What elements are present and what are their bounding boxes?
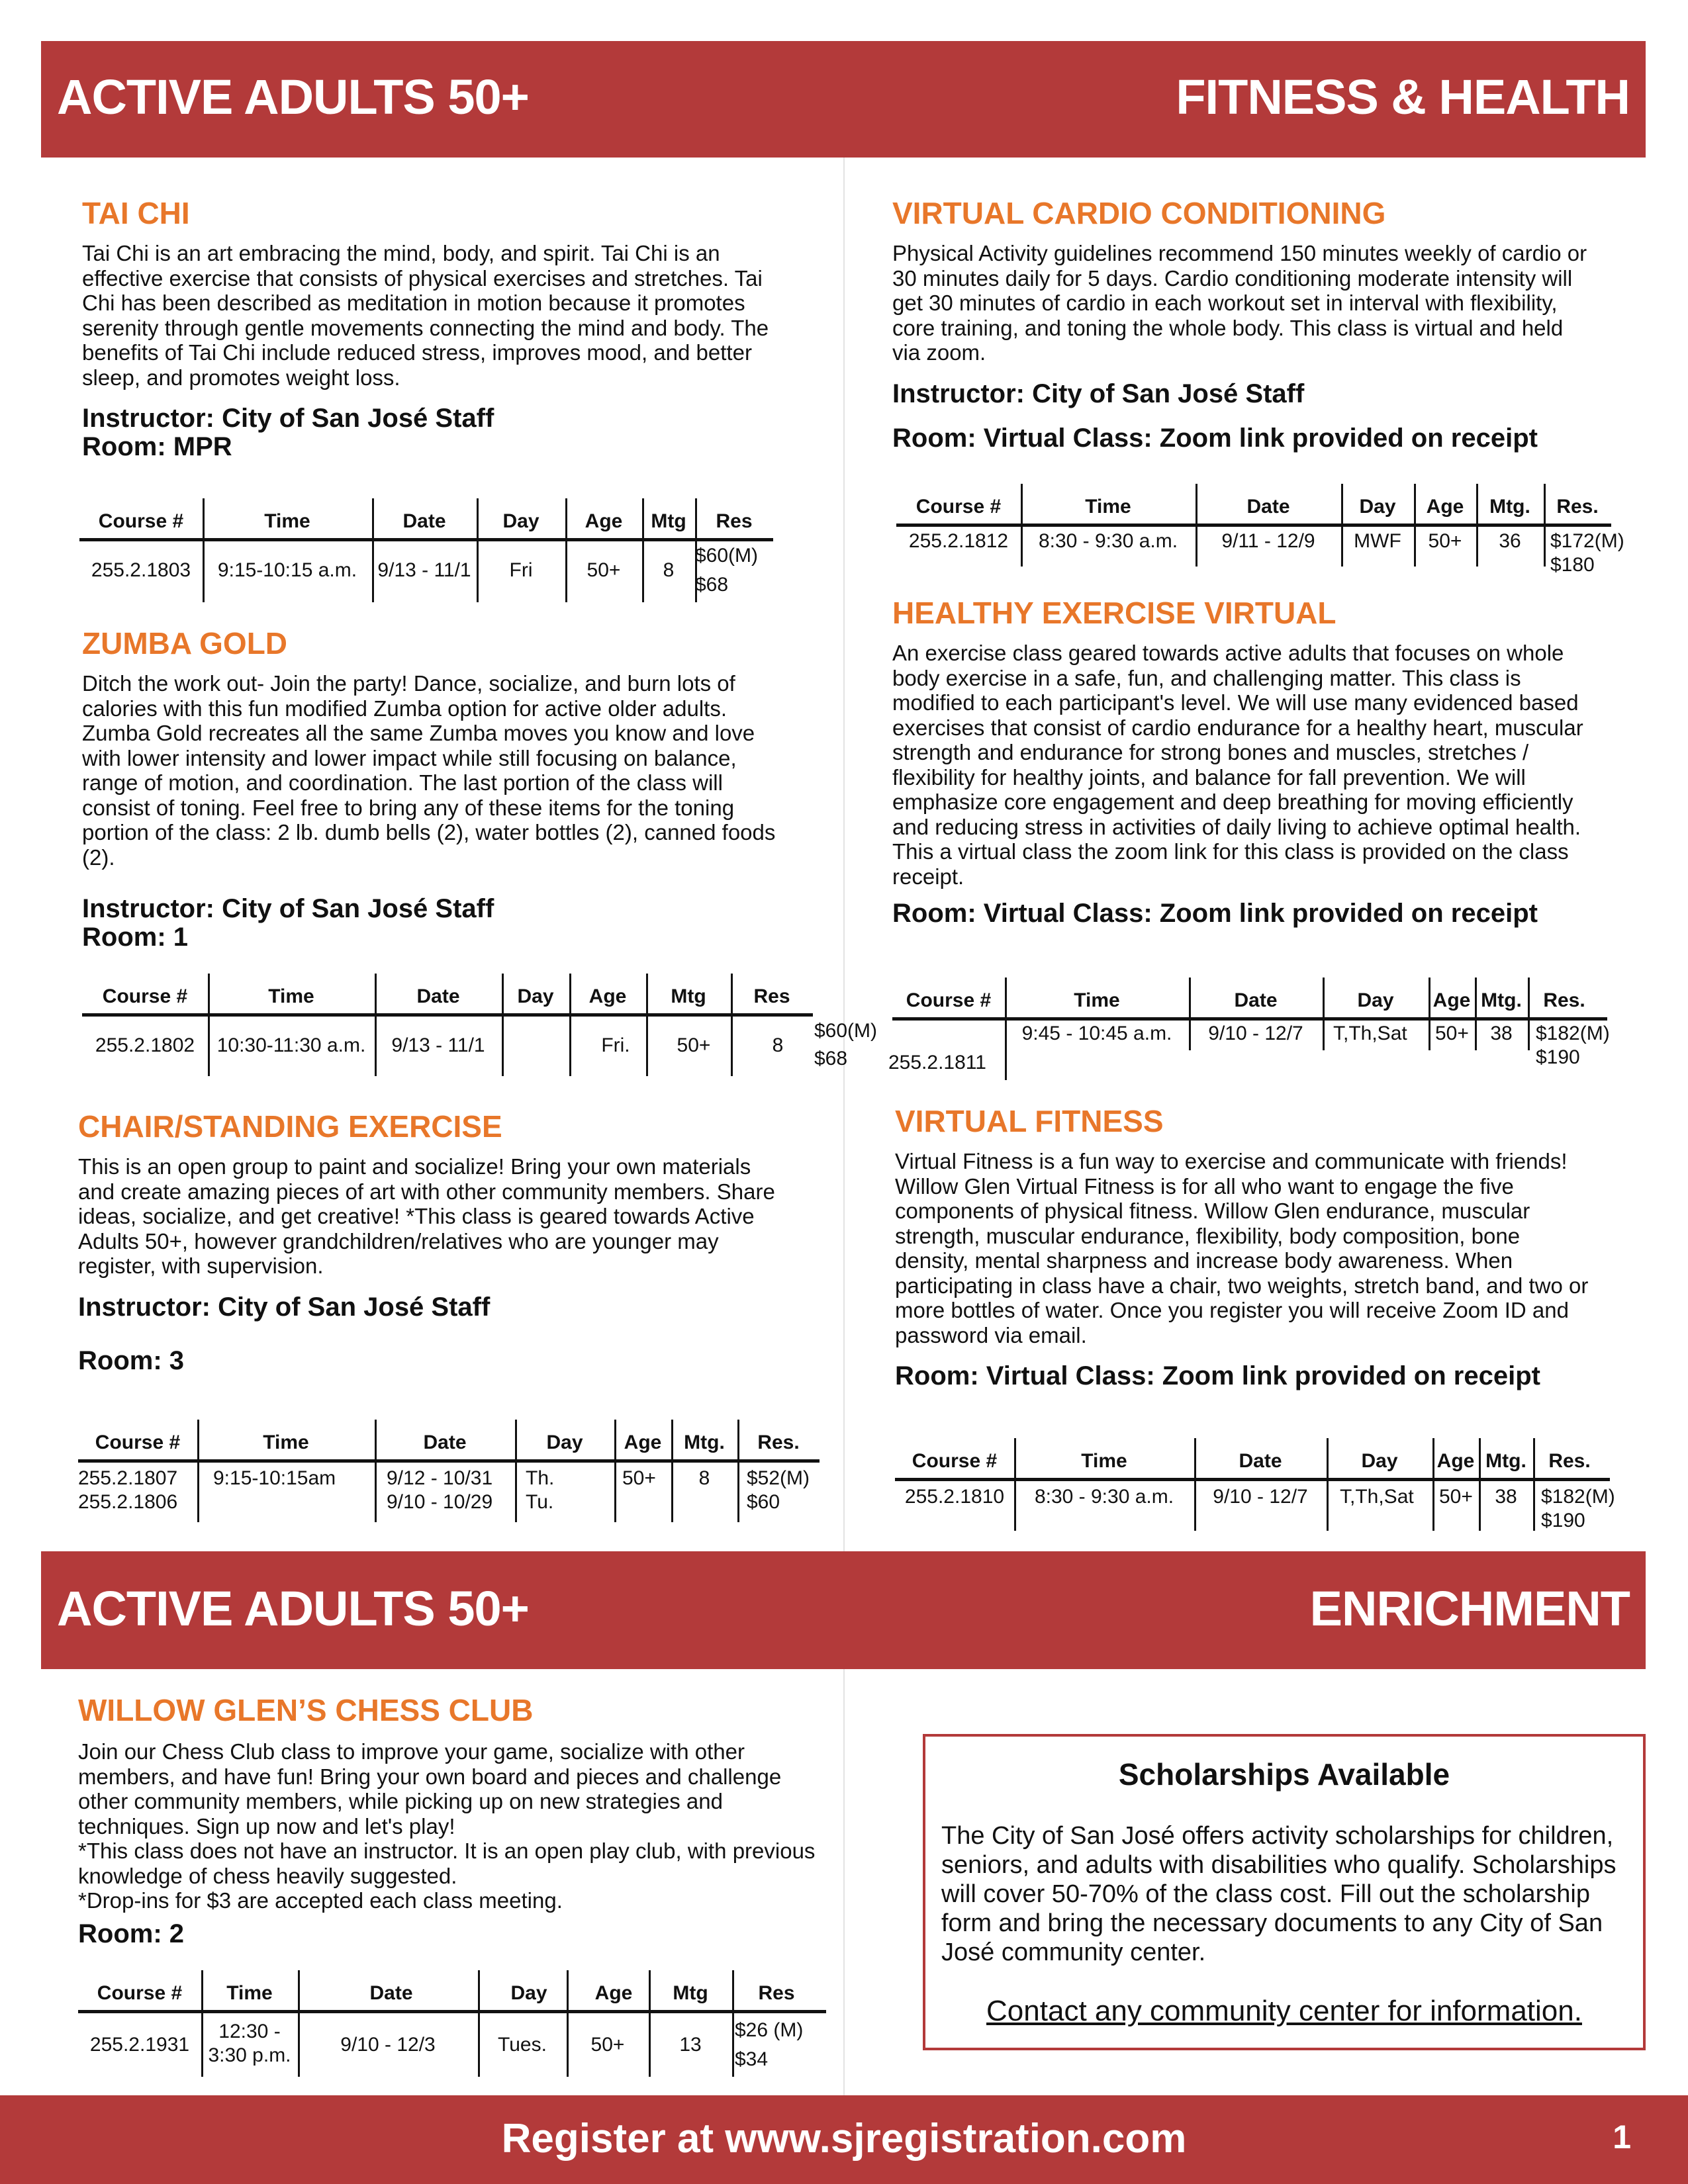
cell-date: 9/10 - 12/7 [1213, 1486, 1308, 1508]
col-age: Age [588, 985, 627, 1007]
col-res: Res. [1556, 496, 1599, 518]
tai-chi-description: Tai Chi is an art embracing the mind, body, and spirit. Tai Chi is an effective exercise that consists of physical exercises and stretches. Tai Chi has been described as meditation in motion because it promotes serenity through gentle movements connecting the mind and body. The benefits of Tai Chi include reduced stress, improves mood, and better sleep, and promotes weight loss. [82, 241, 769, 390]
col-date: Date [1246, 496, 1290, 518]
col-day: Day [546, 1432, 583, 1453]
table-row [78, 2013, 826, 2077]
virtual-cardio-course-table [896, 487, 1624, 580]
zumba-gold-course-table [82, 977, 878, 1076]
col-course: Course # [906, 989, 992, 1011]
healthy-exercise-room: Room: Virtual Class: Zoom link provided on receipt [892, 899, 1538, 928]
cell-day: Tues. [498, 2034, 547, 2056]
col-time: Time [264, 510, 310, 532]
healthy-exercise-title: HEALTHY EXERCISE VIRTUAL [892, 596, 1336, 630]
chair-exercise-room: Room: 3 [78, 1345, 184, 1375]
zumba-gold-room: Room: 1 [82, 923, 188, 952]
scholarships-title: Scholarships Available [1118, 1757, 1450, 1792]
cell-res-member: $26 (M) [735, 2019, 804, 2041]
tai-chi-title: TAI CHI [82, 196, 190, 230]
virtual-cardio-section [892, 196, 1594, 453]
chess-club-course-table [78, 1974, 826, 2077]
chair-exercise-course-table [78, 1423, 820, 1522]
chess-club-note-instructor: *This class does not have an instructor. It is an open play club, with previous knowledge of chess heavily suggested. [78, 1839, 816, 1888]
col-date: Date [416, 985, 460, 1007]
col-res: Res. [1548, 1450, 1591, 1472]
col-time: Time [263, 1432, 309, 1453]
col-date: Date [1239, 1450, 1282, 1472]
cell-date: 9/13 - 11/1 [391, 1034, 485, 1056]
cell-res-member: $60(M) [814, 1020, 878, 1042]
band-left-title: ACTIVE ADULTS 50+ [57, 1581, 529, 1636]
cell-date-2: 9/10 - 10/29 [387, 1491, 493, 1513]
cell-course: 255.2.1812 [908, 530, 1009, 552]
cell-mtg: 8 [772, 1034, 784, 1056]
cell-day: T,Th,Sat [1333, 1023, 1407, 1044]
cell-res-nonmember: $190 [1536, 1046, 1580, 1068]
chair-exercise-description: This is an open group to paint and socialize! Bring your own materials and create amazing pieces of art with other community members. Share ideas, socialize, and get creative! *This class is geared towards Active Adults 50+, however grandchildren/relatives who are younger may register, with supervision. [78, 1154, 775, 1278]
zumba-gold-instructor: Instructor: City of San José Staff [82, 894, 494, 923]
virtual-fitness-room: Room: Virtual Class: Zoom link provided on receipt [895, 1361, 1540, 1390]
col-mtg: Mtg. [1481, 989, 1522, 1011]
virtual-fitness-course-table [895, 1441, 1615, 1534]
col-day: Day [1357, 989, 1394, 1011]
cell-res-nonmember: $68 [814, 1048, 848, 1069]
cell-day-1: Th. [526, 1467, 555, 1489]
cell-age: 50+ [677, 1034, 711, 1056]
col-date: Date [1234, 989, 1278, 1011]
cell-day: T,Th,Sat [1340, 1486, 1414, 1508]
cell-res-nonmember: $180 [1550, 554, 1595, 576]
cell-date: 9/10 - 12/7 [1208, 1023, 1303, 1044]
col-mtg: Mtg [673, 1982, 708, 2004]
cell-date-1: 9/12 - 10/31 [387, 1467, 493, 1489]
table-row [896, 527, 1624, 580]
cell-day: Fri [509, 559, 533, 581]
cell-res-member: $182(M) [1541, 1486, 1615, 1508]
col-course: Course # [95, 1432, 181, 1453]
table-row [79, 541, 773, 602]
cell-age: 50+ [590, 2034, 625, 2056]
cell-age: 50+ [1435, 1023, 1469, 1044]
virtual-cardio-description: Physical Activity guidelines recommend 150 minutes weekly of cardio or 30 minutes daily for 5 days. Cardio conditioning moderate intensity will get 30 minutes of cardio in each workout set in interval with flexibility, core training, and toning the whole body. This class is virtual and held via zoom. [892, 241, 1587, 365]
cell-mtg: 8 [698, 1467, 710, 1489]
cell-course-1: 255.2.1807 [78, 1467, 178, 1489]
zumba-gold-section [82, 626, 784, 952]
cell-time: 8:30 - 9:30 a.m. [1034, 1486, 1174, 1508]
cell-res-nonmember: $68 [695, 574, 729, 596]
band-right-title: ENRICHMENT [1309, 1581, 1630, 1636]
cell-res-member: $172(M) [1550, 530, 1624, 552]
col-res: Res. [1543, 989, 1585, 1011]
cell-day-visible: Fri. [601, 1034, 630, 1056]
tai-chi-room: Room: MPR [82, 432, 232, 461]
col-time: Time [268, 985, 314, 1007]
col-course: Course # [102, 985, 188, 1007]
virtual-fitness-section [895, 1104, 1597, 1390]
col-time: Time [226, 1982, 273, 2004]
col-mtg: Mtg. [684, 1432, 725, 1453]
cell-time-start: 12:30 - [218, 2021, 281, 2042]
healthy-exercise-description: An exercise class geared towards active adults that focuses on whole body exercise in a safe, fun, and challenging matter. This class is modified to each participant's level. We will use many evidenced based exercises that consist of cardio endurance for a healthy heart, muscular strength and endurance for strong bones and muscles, stretches / flexibility for healthy joints, and balance for fall prevention. We will emphasize core engagement and deep breathing for moving efficiently and reducing stress in activities of daily living to achieve optimal health. This a virtual class the zoom link for this class is provided on the class receipt. [892, 641, 1583, 889]
cell-mtg: 38 [1495, 1486, 1517, 1508]
col-mtg: Mtg [671, 985, 706, 1007]
virtual-fitness-title: VIRTUAL FITNESS [895, 1104, 1164, 1138]
column-divider-top [843, 158, 845, 1551]
cell-res-nonmember: $34 [735, 2048, 769, 2070]
cell-age: 50+ [1439, 1486, 1473, 1508]
column-divider-bottom [843, 1669, 845, 2095]
cell-day-2: Tu. [526, 1491, 554, 1513]
cell-age: 50+ [1428, 530, 1462, 552]
footer-band [0, 2095, 1688, 2184]
healthy-exercise-course-table [888, 981, 1610, 1080]
col-time: Time [1074, 989, 1120, 1011]
col-age: Age [1426, 496, 1464, 518]
zumba-gold-title: ZUMBA GOLD [82, 626, 288, 660]
cell-mtg: 38 [1490, 1023, 1513, 1044]
col-date: Date [423, 1432, 467, 1453]
cell-course: 255.2.1931 [89, 2034, 190, 2056]
col-day: Day [517, 985, 554, 1007]
col-course: Course # [98, 510, 184, 532]
col-time: Time [1081, 1450, 1127, 1472]
cell-date: 9/11 - 12/9 [1221, 530, 1315, 552]
col-day: Day [1361, 1450, 1398, 1472]
chess-club-section [78, 1693, 820, 1948]
cell-mtg: 36 [1499, 530, 1521, 552]
page-number: 1 [1613, 2118, 1631, 2156]
col-res: Res [716, 510, 753, 532]
healthy-exercise-section [892, 596, 1594, 928]
cell-res-member: $182(M) [1536, 1023, 1610, 1044]
cell-course-2: 255.2.1806 [78, 1491, 178, 1513]
cell-course: 255.2.1803 [91, 559, 191, 581]
enrichment-header-band [41, 1551, 1646, 1669]
col-mtg: Mtg [651, 510, 686, 532]
col-res: Res [753, 985, 790, 1007]
band-left-title: ACTIVE ADULTS 50+ [57, 69, 529, 124]
col-res: Res [758, 1982, 795, 2004]
chair-exercise-instructor: Instructor: City of San José Staff [78, 1292, 491, 1322]
col-time: Time [1085, 496, 1131, 518]
virtual-cardio-room: Room: Virtual Class: Zoom link provided on receipt [892, 423, 1538, 453]
tai-chi-section [82, 196, 784, 461]
col-course: Course # [915, 496, 1002, 518]
virtual-fitness-description: Virtual Fitness is a fun way to exercise and communicate with friends! Willow Glen Virtual Fitness is for all who want to engage the five components of physical fitness. Willow Glen endurance, muscular strength, muscular endurance, flexibility, body composition, bone density, mental sharpness and increase body awareness. When participating in class have a chair, two weights, stretch band, and two or more bottles of water. Once you register you will receive Zoom ID and password via email. [895, 1149, 1589, 1347]
cell-course: 255.2.1811 [888, 1052, 986, 1073]
zumba-gold-description: Ditch the work out- Join the party! Dance, socialize, and burn lots of calories with this fun modified Zumba option for active older adults. Zumba Gold recreates all the same Zumba moves you know and love with lower intensity and lower impact while still focusing on balance, range of motion, and coordination. The last portion of the class will consist of toning. Feel free to bring any of these items for the toning portion of the class: 2 lb. dumb bells (2), water bottles (2), canned foods (2). [82, 671, 776, 870]
cell-course: 255.2.1802 [95, 1034, 195, 1056]
table-row [895, 1481, 1615, 1534]
table-row [888, 1021, 1610, 1080]
col-mtg: Mtg. [1485, 1450, 1526, 1472]
col-age: Age [1436, 1450, 1475, 1472]
cell-res-member: $60(M) [695, 545, 759, 567]
contact-center-link[interactable]: Contact any community center for information. [986, 1995, 1582, 2027]
cell-time-end: 3:30 p.m. [208, 2044, 291, 2066]
cell-age: 50+ [622, 1467, 656, 1489]
cell-res-nonmember: $60 [747, 1491, 780, 1513]
chess-club-room: Room: 2 [78, 1919, 184, 1948]
chair-exercise-title: CHAIR/STANDING EXERCISE [78, 1109, 502, 1144]
cell-time: 9:15-10:15 a.m. [217, 559, 357, 581]
tai-chi-course-table [79, 502, 773, 602]
cell-date: 9/13 - 11/1 [377, 559, 471, 581]
cell-age: 50+ [586, 559, 621, 581]
cell-time: 9:45 - 10:45 a.m. [1021, 1023, 1172, 1044]
col-res: Res. [757, 1432, 800, 1453]
table-row [82, 1017, 878, 1076]
scholarships-body: The City of San José offers activity scholarships for children, seniors, and adults with disabilities who qualify. Scholarships will cover 50-70% of the class cost. Fill out the scholarship form and bring the necessary documents to any City of San José community center. [941, 1822, 1617, 1966]
cell-time: 8:30 - 9:30 a.m. [1038, 530, 1178, 552]
col-age: Age [624, 1432, 662, 1453]
tai-chi-instructor: Instructor: City of San José Staff [82, 404, 494, 433]
register-link[interactable]: Register at www.sjregistration.com [501, 2116, 1187, 2161]
fitness-header-band [41, 41, 1646, 158]
col-day: Day [1359, 496, 1396, 518]
cell-mtg: 13 [679, 2034, 702, 2056]
col-course: Course # [912, 1450, 998, 1472]
cell-mtg: 8 [663, 559, 675, 581]
col-mtg: Mtg. [1489, 496, 1530, 518]
col-age: Age [1432, 989, 1471, 1011]
chair-exercise-section [78, 1109, 793, 1375]
col-date: Date [369, 1982, 413, 2004]
col-age: Age [594, 1982, 633, 2004]
chess-club-title: WILLOW GLEN’S CHESS CLUB [78, 1693, 534, 1727]
band-right-title: FITNESS & HEALTH [1176, 69, 1630, 124]
col-course: Course # [97, 1982, 183, 2004]
chess-club-note-dropin: *Drop-ins for $3 are accepted each class meeting. [78, 1888, 563, 1913]
cell-time: 10:30-11:30 a.m. [216, 1034, 366, 1056]
virtual-cardio-instructor: Instructor: City of San José Staff [892, 379, 1305, 408]
cell-res-member: $52(M) [747, 1467, 810, 1489]
col-day: Day [502, 510, 539, 532]
cell-day: MWF [1354, 530, 1401, 552]
cell-time: 9:15-10:15am [213, 1467, 336, 1489]
virtual-cardio-title: VIRTUAL CARDIO CONDITIONING [892, 196, 1386, 230]
col-day: Day [510, 1982, 547, 2004]
cell-res-nonmember: $190 [1541, 1510, 1585, 1531]
col-age: Age [585, 510, 623, 532]
chess-club-description: Join our Chess Club class to improve your game, socialize with other members, and have fun! Bring your own board and pieces and challenge other community members, while picking up on new strategies and techniques. Sign up now and let's play! [78, 1739, 782, 1839]
cell-date: 9/10 - 12/3 [340, 2034, 436, 2056]
col-date: Date [402, 510, 446, 532]
table-rows [78, 1463, 820, 1522]
scholarships-box [923, 1734, 1646, 2050]
cell-course: 255.2.1810 [904, 1486, 1005, 1508]
